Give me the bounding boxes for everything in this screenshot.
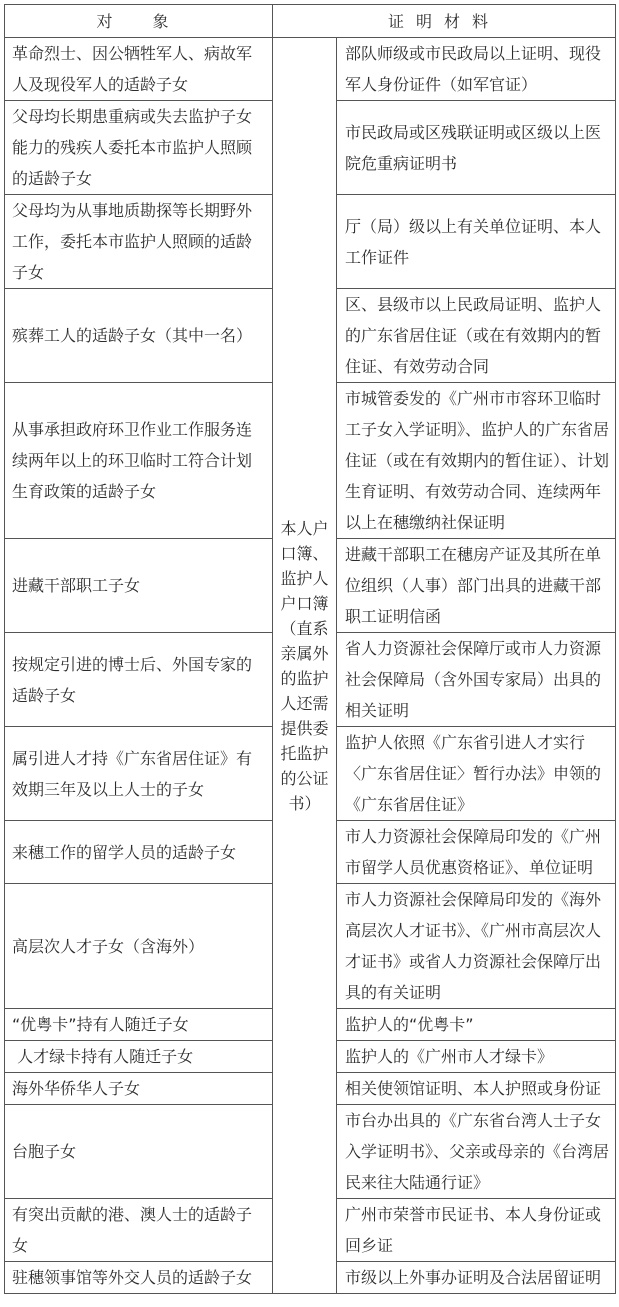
material-cell: 市城管委发的《广州市市容环卫临时工子女入学证明》、监护人的广东省居住证（或在有效期内的暂住证）、计划生育证明、有效劳动合同、连续两年以上在穗缴纳社保证明 <box>337 383 616 539</box>
object-cell: 有突出贡献的港、澳人士的适龄子女 <box>5 1199 273 1262</box>
object-cell: 从事承担政府环卫作业工作服务连续两年以上的环卫临时工符合计划生育政策的适龄子女 <box>5 383 273 539</box>
shared-material-cell: 本人户口簿、监护人户口簿（直系亲属外的监护人还需提供委托监护的公证书） <box>273 38 337 1294</box>
material-cell: 监护人依照《广东省引进人才实行〈广东省居住证〉暂行办法》申领的《广东省居住证》 <box>337 727 616 821</box>
object-cell: 进藏干部职工子女 <box>5 539 273 633</box>
object-cell: 台胞子女 <box>5 1105 273 1199</box>
object-cell: 高层次人才子女（含海外） <box>5 884 273 1009</box>
material-cell: 省人力资源社会保障厅或市人力资源社会保障局（含外国专家局）出具的相关证明 <box>337 633 616 727</box>
material-cell: 监护人的“优粤卡” <box>337 1009 616 1041</box>
material-cell: 监护人的《广州市人才绿卡》 <box>337 1041 616 1073</box>
material-cell: 广州市荣誉市民证书、本人身份证或回乡证 <box>337 1199 616 1262</box>
object-cell: 驻穗领事馆等外交人员的适龄子女 <box>5 1262 273 1294</box>
material-cell: 市人力资源社会保障局印发的《广州市留学人员优惠资格证》、单位证明 <box>337 821 616 884</box>
material-cell: 市人力资源社会保障局印发的《海外高层次人才证书》、《广州市高层次人才证书》或省人力资源社会保障厅出具的有关证明 <box>337 884 616 1009</box>
object-cell: “优粤卡”持有人随迁子女 <box>5 1009 273 1041</box>
material-cell: 市台办出具的《广东省台湾人士子女入学证明书》、父亲或母亲的《台湾居民来往大陆通行证》 <box>337 1105 616 1199</box>
header-row <box>5 5 616 38</box>
material-cell: 厅（局）级以上有关单位证明、本人工作证件 <box>337 195 616 289</box>
object-cell: 海外华侨华人子女 <box>5 1073 273 1105</box>
table-row <box>5 38 616 101</box>
object-cell: 殡葬工人的适龄子女（其中一名） <box>5 289 273 383</box>
object-cell: 父母均长期患重病或失去监护子女能力的残疾人委托本市监护人照顾的适龄子女 <box>5 101 273 195</box>
material-cell: 相关使领馆证明、本人护照或身份证 <box>337 1073 616 1105</box>
object-cell: 人才绿卡持有人随迁子女 <box>5 1041 273 1073</box>
object-cell: 按规定引进的博士后、外国专家的适龄子女 <box>5 633 273 727</box>
material-cell: 部队师级或市民政局以上证明、现役军人身份证件（如军官证） <box>337 38 616 101</box>
material-cell: 进藏干部职工在穗房产证及其所在单位组织（人事）部门出具的进藏干部职工证明信函 <box>337 539 616 633</box>
material-cell: 市级以上外事办证明及合法居留证明 <box>337 1262 616 1294</box>
material-cell: 区、县级市以上民政局证明、监护人的广东省居住证（或在有效期内的暂住证、有效劳动合同 <box>337 289 616 383</box>
object-cell: 属引进人才持《广东省居住证》有效期三年及以上人士的子女 <box>5 727 273 821</box>
header-object: 对 象 <box>5 5 273 38</box>
header-material: 证明材料 <box>273 5 616 38</box>
object-cell: 革命烈士、因公牺牲军人、病故军人及现役军人的适龄子女 <box>5 38 273 101</box>
enrollment-proof-table <box>4 4 616 1294</box>
object-cell: 来穗工作的留学人员的适龄子女 <box>5 821 273 884</box>
object-cell: 父母均为从事地质勘探等长期野外工作，委托本市监护人照顾的适龄子女 <box>5 195 273 289</box>
material-cell: 市民政局或区残联证明或区级以上医院危重病证明书 <box>337 101 616 195</box>
